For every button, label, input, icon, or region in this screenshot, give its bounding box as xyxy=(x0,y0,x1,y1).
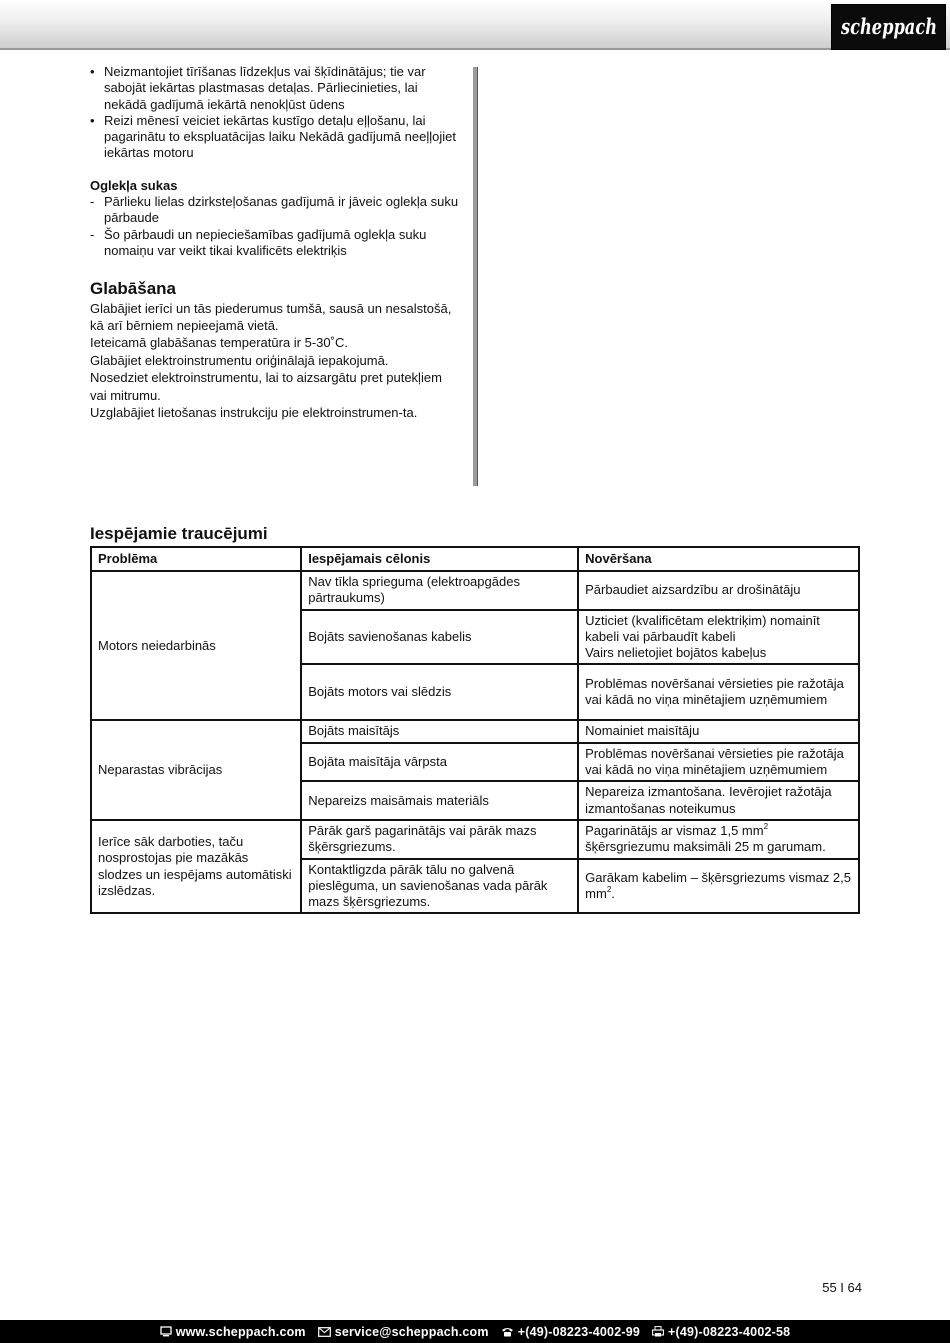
bullet-mark: • xyxy=(90,64,95,79)
fix-cell: Pārbaudiet aizsardzību ar drošinātāju xyxy=(578,571,859,610)
fix-cell xyxy=(578,859,859,914)
carbon-brushes-item xyxy=(90,194,460,227)
superscript: 2 xyxy=(606,885,612,894)
problem-cell: Motors neiedarbinās xyxy=(91,571,301,720)
website-link[interactable]: www.scheppach.com xyxy=(175,1324,306,1339)
cause-cell: Bojāts savienošanas kabelis xyxy=(301,610,578,665)
phone-number[interactable]: +(49)-08223-4002-99 xyxy=(517,1324,641,1339)
fix-cell: Problēmas novēršanai vērsieties pie ražotāja vai kādā no viņa minētajiem uzņēmumiem xyxy=(578,743,859,782)
fix-cell xyxy=(578,820,859,859)
dash-mark: - xyxy=(90,226,95,242)
storage-line: Glabājiet ierīci un tās piederumus tumšā, sausā un nesalstošā, kā arī bērniem nepieejamā vietā. xyxy=(90,300,452,333)
fix-text: . xyxy=(611,886,615,901)
storage-line: Glabājiet elektroinstrumentu oriģinālajā iepakojumā. xyxy=(90,352,389,368)
maintenance-bullet xyxy=(90,113,460,162)
cause-cell: Bojāts maisītājs xyxy=(301,720,578,742)
scheppach-logo xyxy=(831,4,946,50)
svg-text:scheppach: scheppach xyxy=(839,14,937,39)
superscript: 2 xyxy=(763,821,769,831)
troubleshooting-title: Iespējamie traucējumi xyxy=(90,524,268,543)
fax-number[interactable]: +(49)-08223-4002-58 xyxy=(668,1324,791,1339)
storage-line: Uzglabājiet lietošanas instrukciju pie elektroinstrumen-ta. xyxy=(90,405,418,420)
fix-cell: Nomainiet maisītāju xyxy=(578,720,859,742)
fix-text: Pagarinātājs ar vismaz 1,5 mm xyxy=(585,822,764,838)
fix-cell: Nepareiza izmantošana. Ievērojiet ražotāja izmantošanas noteikumus xyxy=(578,781,859,820)
fix-text: šķērsgriezumu maksimāli 25 m garumam. xyxy=(585,839,826,855)
cause-cell: Bojāts motors vai slēdzis xyxy=(301,664,578,720)
storage-title: Glabāšana xyxy=(90,279,176,299)
left-column xyxy=(90,64,460,421)
footer-phone[interactable] xyxy=(501,1325,640,1339)
phone-icon xyxy=(501,1327,514,1337)
storage-line: Ieteicamā glabāšanas temperatūra ir 5-30˚C. xyxy=(90,335,348,351)
cause-cell: Bojāta maisītāja vārpsta xyxy=(301,743,578,782)
footer-bar xyxy=(0,1320,950,1343)
bullet-text: Neizmantojiet tīrīšanas līdzekļus vai šķīdinātājus; tie var sabojāt iekārtas plastmasas detaļas. Pārliecinieties, lai nekādā gadījumā iekārtā nenokļūst ūdens xyxy=(104,64,426,112)
footer-email[interactable] xyxy=(318,1325,489,1339)
item-text: Pārlieku lielas dzirksteļošanas gadījumā ir jāveic oglekļa suku pārbaude xyxy=(104,194,459,226)
monitor-icon xyxy=(160,1326,172,1337)
storage-line: Nosedziet elektroinstrumentu, lai to aizsargātu pret putekļiem vai mitrumu. xyxy=(90,370,442,403)
bullet-mark: • xyxy=(90,112,95,128)
table-row xyxy=(91,571,859,610)
cause-cell: Nepareizs maisāmais materiāls xyxy=(301,781,578,820)
fax-icon xyxy=(652,1326,664,1337)
problem-cell: Ierīce sāk darboties, taču nosprostojas pie mazākās slodzes un iespējams automātiski izslēdzas. xyxy=(91,820,301,913)
table-header-row xyxy=(91,547,859,571)
fix-cell: Problēmas novēršanai vērsieties pie ražotāja vai kādā no viņa minētajiem uzņēmumiem xyxy=(578,664,859,720)
mail-icon xyxy=(318,1327,331,1337)
storage-text xyxy=(90,300,460,422)
header-bar xyxy=(0,0,950,50)
fix-text: Garākam kabelim – šķērsgriezums vismaz 2,5 mm xyxy=(585,869,851,901)
dash-mark: - xyxy=(90,194,95,210)
email-link[interactable]: service@scheppach.com xyxy=(334,1324,489,1339)
bullet-text: Reizi mēnesī veiciet iekārtas kustīgo detaļu eļļošanu, lai pagarinātu to ekspluatācijas laiku Nekādā gadījumā neeļļojiet iekārtas motoru xyxy=(104,112,456,161)
table-row xyxy=(91,720,859,742)
troubleshooting-table xyxy=(90,546,860,914)
cause-cell: Kontaktligzda pārāk tālu no galvenā pieslēguma, un savienošanas vada pārāk mazs šķērsgriezums. xyxy=(301,859,578,914)
footer-website[interactable] xyxy=(160,1325,306,1339)
maintenance-bullet xyxy=(90,64,460,113)
fix-cell: Uzticiet (kvalificētam elektriķim) nomainīt kabeli vai pārbaudīt kabeli Vairs nelietojiet bojātos kabeļus xyxy=(578,610,859,665)
column-divider xyxy=(473,67,478,486)
page-number: 55 I 64 xyxy=(822,1280,862,1295)
logo-wordmark-icon xyxy=(837,10,941,44)
header-cause: Iespējamais cēlonis xyxy=(301,547,578,571)
carbon-brushes-item xyxy=(90,227,460,260)
header-problem: Problēma xyxy=(91,547,301,571)
problem-cell: Neparastas vibrācijas xyxy=(91,720,301,819)
header-fix: Novēršana xyxy=(578,547,859,571)
footer-fax[interactable] xyxy=(652,1325,790,1339)
carbon-brushes-title: Oglekļa sukas xyxy=(90,177,178,193)
cause-cell: Nav tīkla sprieguma (elektroapgādes pārtraukums) xyxy=(301,571,578,610)
cause-cell: Pārāk garš pagarinātājs vai pārāk mazs šķērsgriezums. xyxy=(301,820,578,859)
table-row xyxy=(91,820,859,859)
item-text: Šo pārbaudi un nepieciešamības gadījumā oglekļa suku nomaiņu var veikt tikai kvalificēts elektriķis xyxy=(104,226,427,258)
